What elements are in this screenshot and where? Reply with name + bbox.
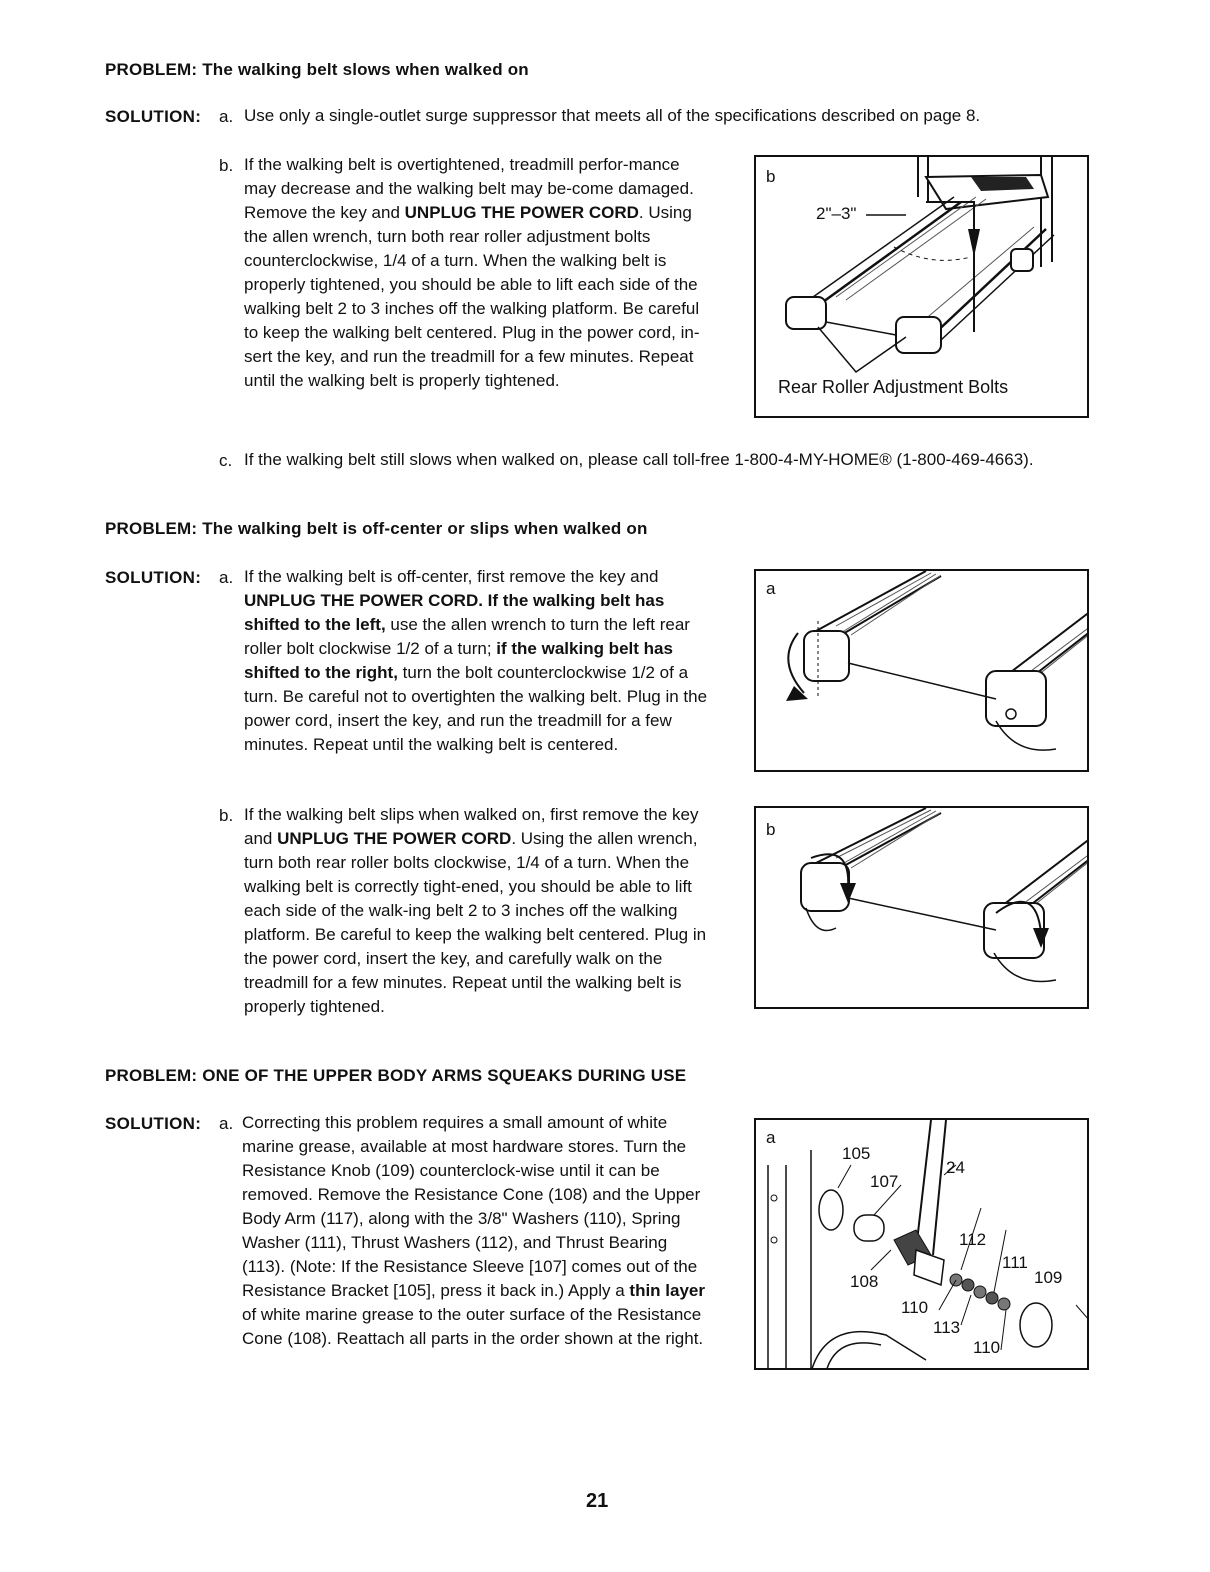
figure-tag: b: [766, 820, 776, 839]
callout-24: 24: [946, 1158, 965, 1177]
callout-107: 107: [870, 1172, 899, 1191]
step-text: If the walking belt slips when walked on, first remove the key and UNPLUG THE POWER CORD. Using the allen wrench, turn both rear roller bolts clockwise, 1/4 of a turn. When the walking belt is correctly tight-ened, you should be able to lift each side of the walk-ing belt 2 to 3 inches off the walking platform. Be careful to keep the walking belt centered. Plug in the power cord, insert the key, and carefully walk on the treadmill for a few minutes. Repeat until the walking belt is properly tightened.: [244, 805, 707, 1016]
problem-title: The walking belt slows when walked on: [202, 60, 529, 79]
exploded-parts-illustration: [756, 1120, 1089, 1370]
figure-rear-roller-bolts: [754, 155, 1089, 418]
callout-109: 109: [1034, 1268, 1063, 1287]
problem-2-heading: [105, 519, 648, 539]
step-text: Use only a single-outlet surge suppressor that meets all of the specifications described on page 8.: [244, 106, 981, 125]
step-text: If the walking belt is off-center, first remove the key and UNPLUG THE POWER CORD. If the walking belt has shifted to the left, use the allen wrench to turn the left rear roller bolt clockwise 1/2 of a turn; if the walking belt has shifted to the right, turn the bolt counterclockwise 1/2 of a turn. Be careful not to overtighten the walking belt. Plug in the power cord, insert the key, and run the treadmill for a few minutes. Repeat until the walking belt is centered.: [244, 567, 708, 754]
solution-label: SOLUTION:: [105, 568, 202, 587]
roller-bolt-illustration: [756, 571, 1089, 772]
step-text: Correcting this problem requires a small amount of white marine grease, available at most hardware stores. Turn the Resistance Knob (109) counterclock-wise until it can be removed. Remove the Resistance Cone (108) and the Upper Body Arm (117), along with the 3/8" Washers (110), Spring Washer (111), Thrust Washers (112), and Thrust Bearing (113). (Note: If the Resistance Sleeve [107] comes out of the Resistance Bracket [105], press it back in.) Apply a thin layer of white marine grease to the outer surface of the Resistance Cone (108). Reattach all parts in the order shown at the right.: [242, 1113, 705, 1348]
step-text: If the walking belt is overtightened, treadmill perfor-mance may decrease and the walking belt may be-come damaged. Remove the key and UNPLUG THE POWER CORD. Using the allen wrench, turn both rear roller adjustment bolts counterclockwise, 1/4 of a turn. When the walking belt is properly tightened, you should be able to lift each side of the walking belt 2 to 3 inches off the walking platform. Be careful to keep the walking belt centered. Plug in the power cord, in-sert the key, and run the treadmill for a few minutes. Repeat until the walking belt is properly tightened.: [244, 155, 700, 390]
figure-tag: a: [766, 579, 776, 598]
callout-111: 111: [1002, 1253, 1028, 1272]
step-letter: b.: [219, 156, 234, 175]
figure-tag: b: [766, 167, 776, 186]
problem-label: PROBLEM:: [105, 60, 198, 79]
callout-113: 113: [933, 1318, 961, 1337]
callout-110: 110: [973, 1338, 1001, 1357]
problem-1-heading: [105, 60, 529, 80]
step-letter: a.: [219, 568, 234, 587]
callout-108: 108: [850, 1272, 879, 1291]
problem-label: PROBLEM:: [105, 1066, 198, 1085]
callout-105: 105: [842, 1144, 871, 1163]
step-letter: c.: [219, 451, 233, 470]
roller-bolts-clockwise-illustration: [756, 808, 1089, 1009]
callout-112: 112: [959, 1230, 987, 1249]
step-text: If the walking belt still slows when walked on, please call toll-free 1-800-4-MY-HOME® (1-800-469-4663).: [244, 450, 1034, 469]
step-letter: a.: [219, 107, 234, 126]
dimension-label: 2"–3": [816, 204, 857, 223]
figure-belt-off-center: [754, 569, 1089, 772]
figure-tag: a: [766, 1128, 776, 1147]
problem-title: The walking belt is off-center or slips when walked on: [202, 519, 648, 538]
step-letter: a.: [219, 1114, 234, 1133]
figure-belt-slips: [754, 806, 1089, 1009]
figure-upper-body-arm-parts: [754, 1118, 1089, 1370]
step-letter: b.: [219, 806, 234, 825]
solution-label: SOLUTION:: [105, 1114, 202, 1133]
problem-title: ONE OF THE UPPER BODY ARMS SQUEAKS DURING USE: [202, 1066, 687, 1085]
solution-label: SOLUTION:: [105, 107, 202, 126]
page-number: 21: [586, 1490, 609, 1512]
problem-label: PROBLEM:: [105, 519, 198, 538]
callout-110: 110: [901, 1298, 929, 1317]
figure-caption: Rear Roller Adjustment Bolts: [778, 377, 1009, 397]
problem-3-heading: [105, 1066, 686, 1086]
